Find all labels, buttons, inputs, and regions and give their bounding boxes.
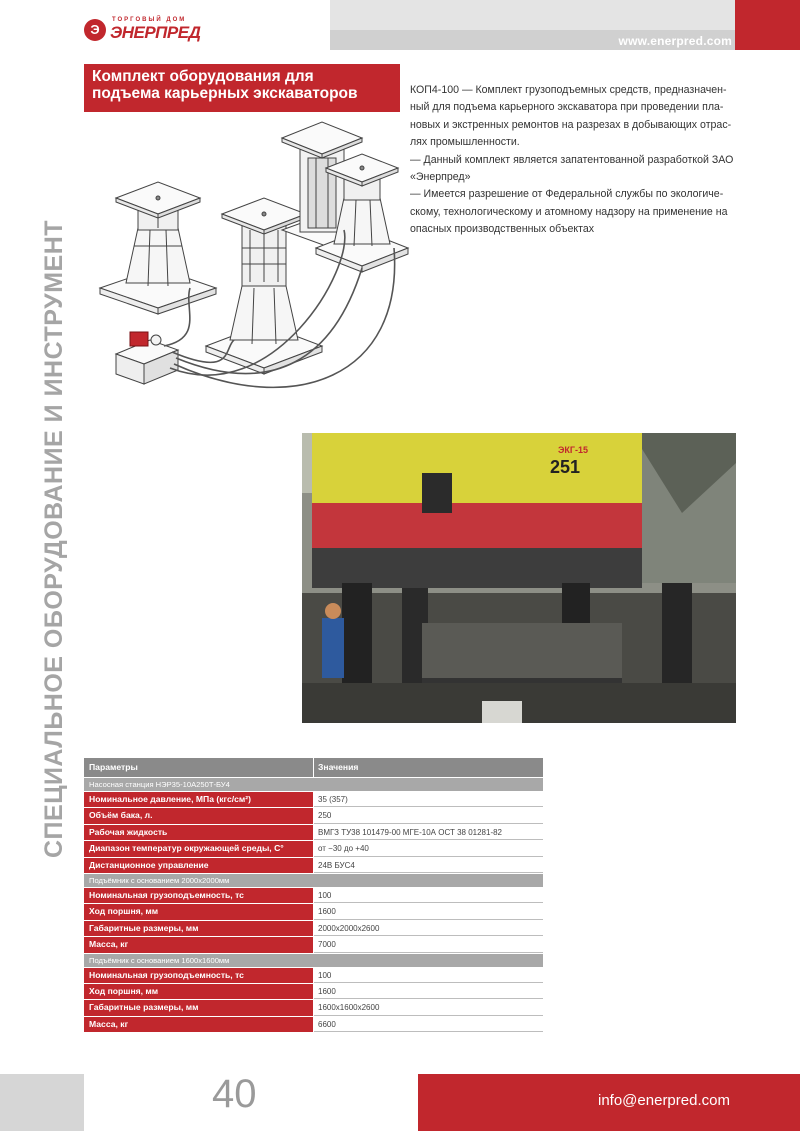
table-row: [84, 888, 543, 904]
value-cell: 1600x1600x2600: [314, 1000, 543, 1015]
parameter-cell: Ход поршня, мм: [84, 984, 314, 999]
description-line: новых и экстренных ремонтов на разрезах в добывающих отрас-: [410, 118, 732, 131]
side-title: СПЕЦИАЛЬНОЕ ОБОРУДОВАНИЕ И ИНСТРУМЕНТ: [40, 219, 68, 858]
logo-icon: Э: [84, 19, 106, 41]
section-title: [84, 64, 400, 112]
parameter-cell: Масса, кг: [84, 1017, 314, 1032]
description-line: «Энерпред»: [410, 171, 471, 184]
section-title-line-1: Комплект оборудования для: [92, 68, 314, 85]
parameter-cell: Ход поршня, мм: [84, 904, 314, 919]
table-row: [84, 1017, 543, 1033]
product-description: [410, 82, 735, 239]
excavator-plate: ЭКГ-15: [558, 445, 589, 455]
value-cell: 250: [314, 808, 543, 823]
table-section-title: Подъёмник с основанием 2000х2000мм: [84, 874, 543, 888]
value-cell: 100: [314, 888, 543, 903]
website-link[interactable]: www.enerpred.com: [618, 34, 732, 48]
value-cell: 6600: [314, 1017, 543, 1032]
excavator-photo: [302, 433, 736, 723]
value-cell: 1600: [314, 904, 543, 919]
parameter-cell: Номинальное давление, МПа (кгс/см²): [84, 792, 314, 807]
value-cell: 1600: [314, 984, 543, 999]
header-red-corner: [735, 0, 800, 50]
value-cell: 35 (357): [314, 792, 543, 807]
parameter-cell: Габаритные размеры, мм: [84, 1000, 314, 1015]
description-line: опасных производственных объектах: [410, 223, 595, 236]
table-row: [84, 825, 543, 841]
description-line: — Данный комплект является запатентованной разработкой ЗАО: [410, 153, 734, 166]
header-grey-band-top: [330, 0, 735, 30]
value-cell: 100: [314, 968, 543, 983]
table-row: [84, 904, 543, 920]
table-section-title: Насосная станция НЭР35-10А250Т-БУ4: [84, 778, 543, 792]
logo-subtitle: ТОРГОВЫЙ ДОМ: [112, 17, 187, 23]
table-row: [84, 968, 543, 984]
specifications-table: [84, 758, 543, 1033]
table-row: [84, 921, 543, 937]
table-header-values: Значения: [318, 762, 359, 772]
table-row: [84, 841, 543, 857]
pump-station-drawing: [116, 332, 178, 384]
parameter-cell: Масса, кг: [84, 937, 314, 952]
section-title-line-2: подъема карьерных экскаваторов: [92, 85, 358, 102]
description-line: лях промышленности.: [410, 136, 520, 149]
parameter-cell: Номинальная грузоподъемность, тс: [84, 888, 314, 903]
contact-email-link[interactable]: info@enerpred.com: [598, 1092, 730, 1109]
logo-name: ЭНЕРПРЕД: [110, 23, 201, 42]
excavator-number: 251: [550, 457, 581, 477]
table-row: [84, 984, 543, 1000]
page-number: 40: [212, 1072, 257, 1116]
table-row: [84, 937, 543, 953]
parameter-cell: Номинальная грузоподъемность, тс: [84, 968, 314, 983]
value-cell: ВМГЗ ТУ38 101479-00 МГЕ-10А ОСТ 38 01281-82: [314, 825, 543, 840]
value-cell: 2000x2000x2600: [314, 921, 543, 936]
parameter-cell: Диапазон температур окружающей среды, С°: [84, 841, 314, 856]
parameter-cell: Рабочая жидкость: [84, 825, 314, 840]
table-section-title: Подъёмник с основанием 1600х1600мм: [84, 954, 543, 968]
table-row: [84, 808, 543, 824]
equipment-illustration: [94, 118, 414, 408]
parameter-cell: Объём бака, л.: [84, 808, 314, 823]
jack-left-drawing: [100, 182, 216, 314]
table-row: [84, 1000, 543, 1016]
description-line: скому, технологическому и атомному надзору на применение на: [410, 205, 728, 218]
description-line: — Имеется разрешение от Федеральной службы по экологиче-: [410, 188, 724, 201]
parameter-cell: Габаритные размеры, мм: [84, 921, 314, 936]
table-header-parameters: Параметры: [84, 758, 314, 777]
description-line: КОП4-100 — Комплект грузоподъемных средств, предназначен-: [410, 84, 727, 96]
company-logo[interactable]: [84, 17, 204, 45]
value-cell: от −30 до +40: [314, 841, 543, 856]
parameter-cell: Дистанционное управление: [84, 858, 314, 873]
table-row: [84, 792, 543, 808]
table-header-row: [84, 758, 543, 778]
header-bar: [0, 0, 800, 50]
value-cell: 7000: [314, 937, 543, 952]
table-row: [84, 858, 543, 874]
description-line: ный для подъема карьерного экскаватора при проведении пла-: [410, 101, 724, 114]
value-cell: 24В БУС4: [314, 858, 543, 873]
